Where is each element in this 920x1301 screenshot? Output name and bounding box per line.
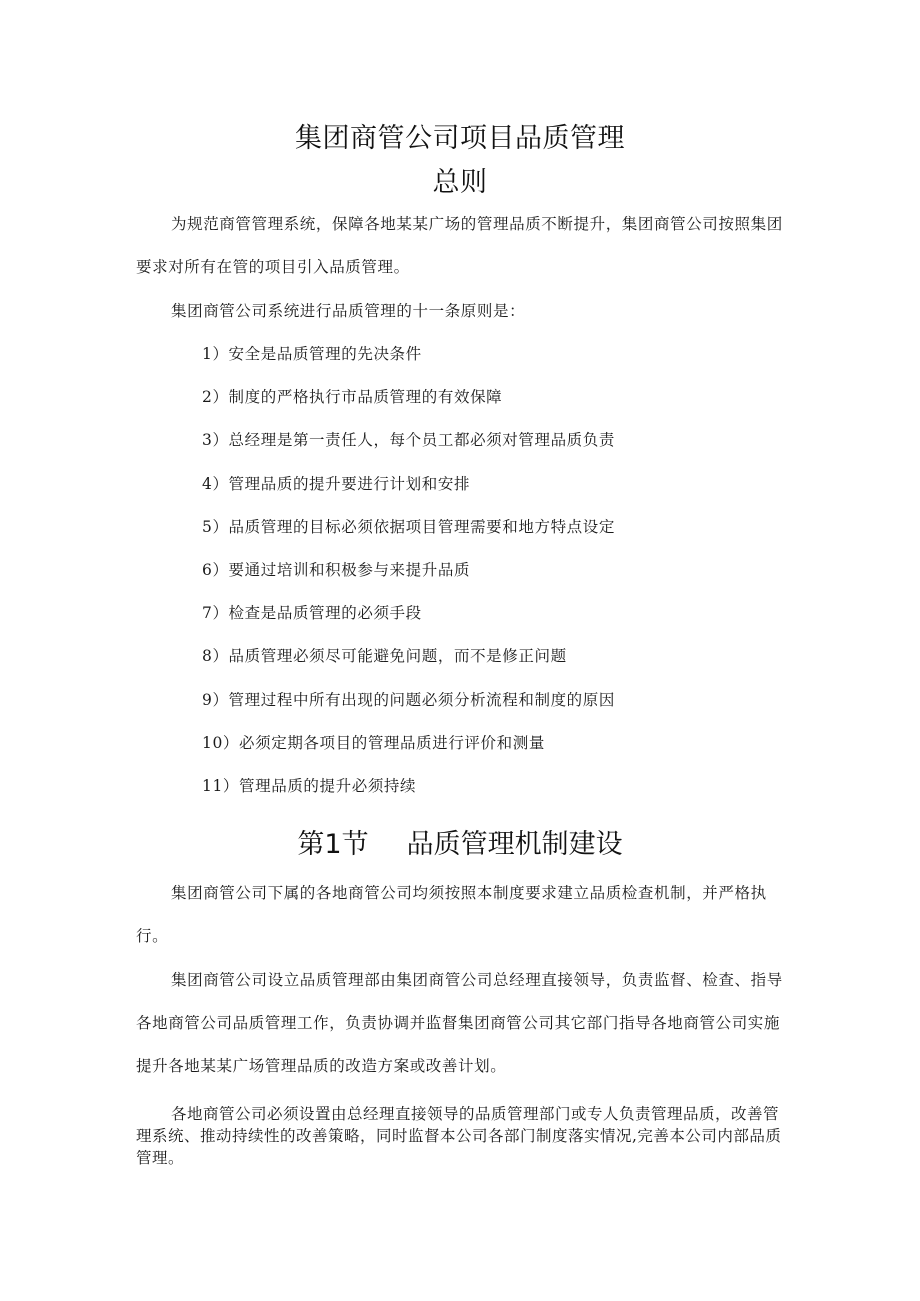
list-item: 5）品质管理的目标必须依据项目管理需要和地方特点设定 — [202, 517, 615, 536]
document-subtitle: 总则 — [432, 167, 488, 198]
list-item: 9）管理过程中所有出现的问题必须分析流程和制度的原因 — [202, 690, 615, 709]
list-item: 8）品质管理必须尽可能避免问题，而不是修正问题 — [202, 647, 567, 666]
section-number: 第1节 — [297, 829, 369, 860]
principles-list — [202, 333, 615, 808]
list-item: 11）管理品质的提升必须持续 — [202, 776, 417, 795]
list-item: 3）总经理是第一责任人，每个员工都必须对管理品质负责 — [202, 431, 615, 450]
list-item: 1）安全是品质管理的先决条件 — [202, 345, 422, 363]
section-paragraph-3: 各地商管公司必须设置由总经理直接领导的品质管理部门或专人负责管理品质，改善管理系统、推动持续性的改善策略，同时监督本公司各部门制度落实情况,完善本公司内部品质管理。 — [136, 1105, 782, 1167]
section-title: 品质管理机制建设 — [406, 829, 623, 860]
intro-paragraph: 为规范商管管理系统，保障各地某某广场的管理品质不断提升，集团商管公司按照集团要求对所有在管的项目引入品质管理。 — [136, 215, 783, 276]
list-item: 7）检查是品质管理的必须手段 — [202, 604, 422, 623]
list-item: 6）要通过培训和积极参与来提升品质 — [202, 560, 471, 579]
list-item: 10）必须定期各项目的管理品质进行评价和测量 — [202, 733, 545, 752]
principles-intro: 集团商管公司系统进行品质管理的十一条原则是： — [171, 302, 526, 320]
section-paragraph-2: 集团商管公司设立品质管理部由集团商管公司总经理直接领导，负责监督、检查、指导各地商管公司品质管理工作，负责协调并监督集团商管公司其它部门指导各地商管公司实施提升各地某某广场管理品质的改造方案或改善计划。 — [136, 971, 783, 1075]
section-paragraph-1: 集团商管公司下属的各地商管公司均须按照本制度要求建立品质检查机制，并严格执行。 — [136, 884, 767, 945]
list-item: 2）制度的严格执行市品质管理的有效保障 — [202, 388, 503, 407]
section-heading — [0, 822, 920, 861]
document-title: 集团商管公司项目品质管理 — [295, 123, 625, 154]
list-item: 4）管理品质的提升要进行计划和安排 — [202, 474, 471, 493]
